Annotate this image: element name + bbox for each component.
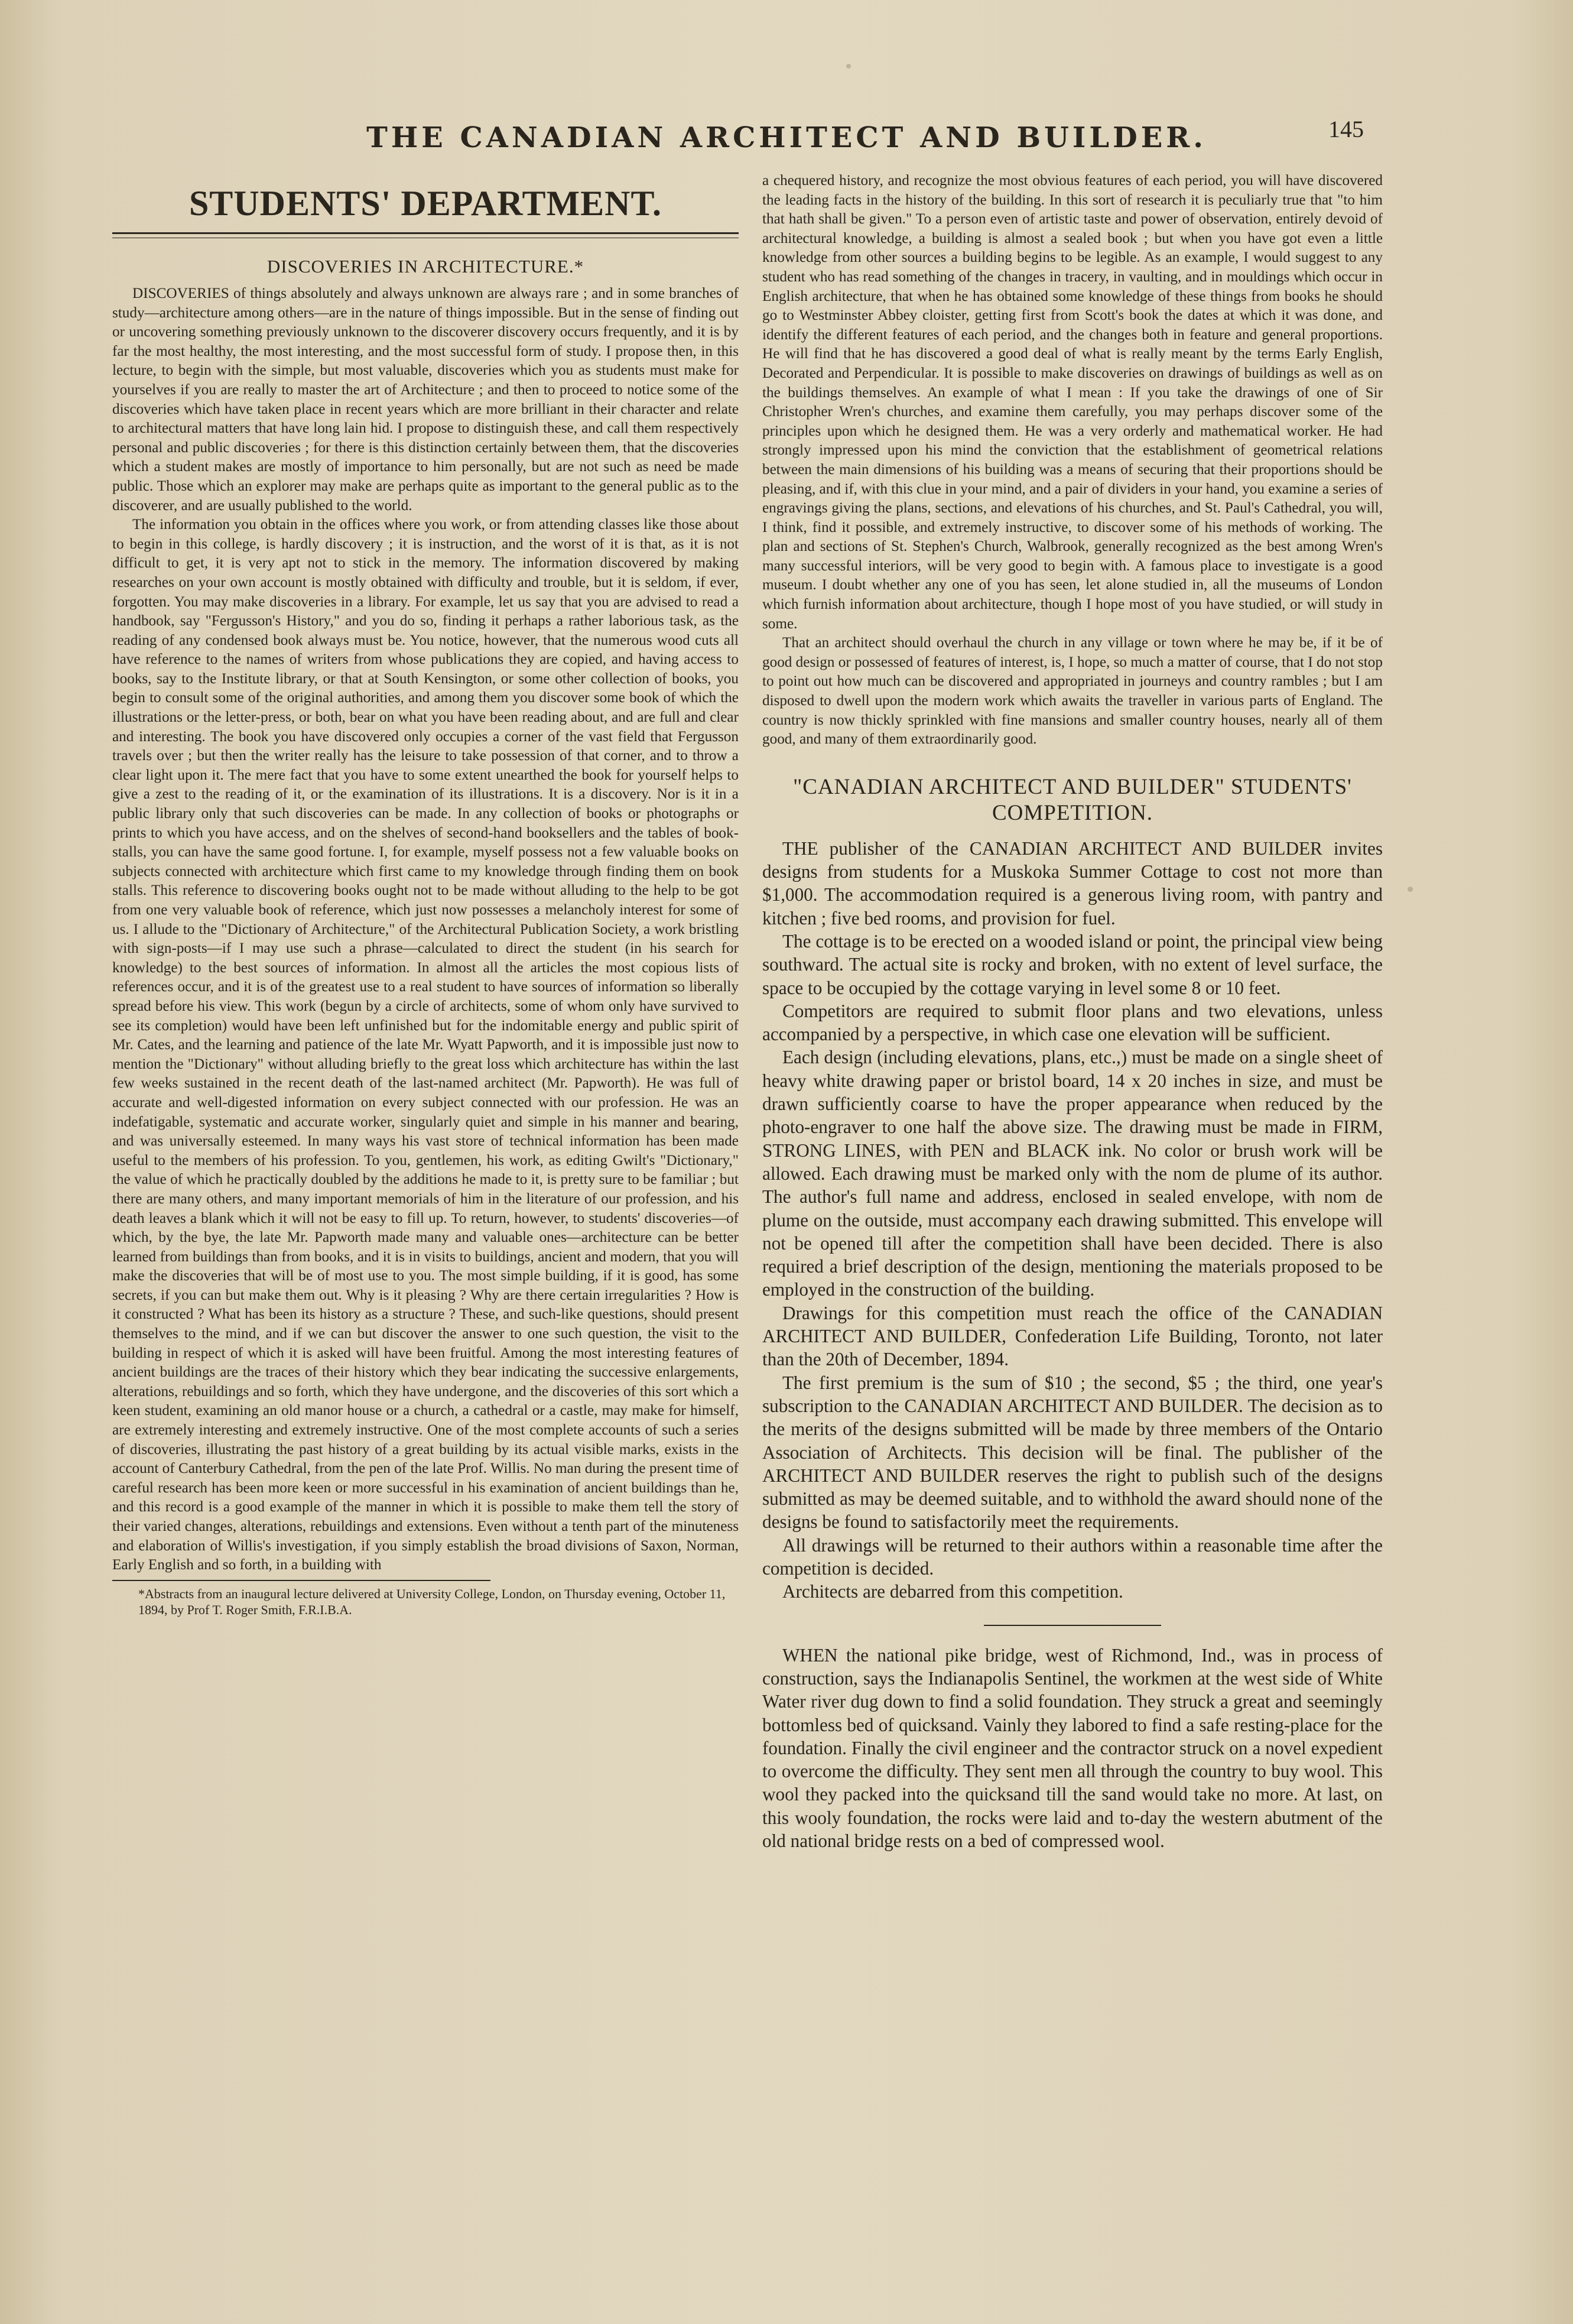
competition-paragraph: The cottage is to be erected on a wooded island or point, the principal view being southward. The actual site is rocky and broken, with no extent of level surface, the space to be occupied by the cottage varying in level some 8 or 10 feet. (762, 931, 1383, 998)
article-body (112, 284, 739, 1575)
article-paragraph: That an architect should overhaul the church in any village or town where he may be, if it be of good design or possessed of features of interest, is, I hope, so much a matter of course, that I do not stop to point out how much can be discovered and appropriated in journeys and country rambles ; but I am disposed to dwell upon the modern work which awaits the traveller in various parts of England. The country is now thickly sprinkled with fine mansions and smaller country houses, nearly all of them good, and many of them extraordinarily good. (762, 635, 1383, 748)
competition-title: "CANADIAN ARCHITECT AND BUILDER" STUDENTS' COMPETITION. (793, 774, 1352, 825)
article-paragraph: The information you obtain in the offices where you work, or from attending classes like those about to begin in this college, is hardly discovery ; it is instruction, and the worst of it is that, as it is not difficult to get, it is very apt not to stick in the memory. The information discovered by making researches on your own account is mostly obtained with difficulty and trouble, but it is seldom, if ever, forgotten. You may make discoveries in a library. For example, let us say that you are advised to read a handbook, say "Fergusson's History," and you do so, finding it perhaps a rather laborious task, as the reading of any condensed book always must be. You notice, however, that the numerous wood cuts all have reference to the names of writers from whose publications they are copied, and having access to books, say to the Institute library, or that at South Kensington, or some other collection of books, you begin to consult some of the original authorities, and among them you discover some book of which the illustrations or the letter-press, or both, bear on what you have been reading about, and are full and clear and interesting. The book you have discovered only occupies a corner of the vast field that Fergusson travels over ; but then the writer really has the leisure to take possession of that corner, and to throw a clear light upon it. The mere fact that you have to some extent unearthed the book for yourself helps to give a zest to the reading of it, or the examination of its illustrations. It is a discovery. Nor is it in a public library only that such discoveries can be made. In any collection of books or photographs or prints to which you have access, and on the shelves of second-hand booksellers and the tables of book-stalls, you can have the same good fortune. I, for example, myself possess not a few valuable books on subjects connected with architecture which first came to my knowledge through finding them on book stalls. This reference to discovering books ought not to be made without alluding to the help to be got from one very valuable book of reference, which just now possesses a melancholy interest for some of us. I allude to the "Dictionary of Architecture," of the Architectural Publication Society, a work bristling with sign-posts—if I may use such a phrase—calculated to direct the student (in his search for knowledge) to the best sources of information. In almost all the articles the most copious lists of references occur, and it is of the greatest use to a real student to have sources of information so liberally spread before his view. This work (begun by a circle of architects, some of whom only have survived to see its completion) would have been left unfinished but for the indomitable energy and public spirit of Mr. Cates, and the learning and patience of the late Mr. Wyatt Papworth, and it is impossible just now to mention the "Dictionary" without alluding briefly to the great loss which architecture has within the last few weeks sustained in the recent death of the last-named architect (Mr. Papworth). He was full of accurate and well-digested information on every subject connected with our profession. He was an indefatigable, systematic and accurate worker, singularly quiet and simple in his manner and bearing, and was universally esteemed. In many ways his vast store of technical information has been made useful to the members of his profession. To you, gentlemen, his work, as editing Gwilt's "Dictionary," the value of which he practically doubled by the additions he made to it, is pretty sure to be familiar ; but there are many others, and many important memorials of him in the literature of our profession, and his death leaves a blank which it will not be easy to fill up. To return, however, to students' discoveries—of which, by the bye, the late Mr. Papworth made many and valuable ones—architecture can be better learned from buildings than from books, and it is in visits to buildings, ancient and modern, that you will make the discoveries that will be of most use to you. The most simple building, if it is good, has some secrets, if you can but make them out. Why is it pleasing ? Why are there certain irregularities ? How is it constructed ? What has been its history as a structure ? These, and such-like questions, should present themselves to the mind, and if we can but discover the answer to one such question, the visit to the building in respect of which it is asked will have been fruitful. Among the most interesting features of ancient buildings are the traces of their history which they bear indicating the successive enlargements, alterations, rebuildings and so forth, which they have undergone, and the discoveries of this sort which a keen student, examining an old manor house or a church, a cathedral or a castle, may make for himself, are extremely interesting and extremely instructive. One of the most complete accounts of such a series of discoveries, illustrating the past history of a great building by its actual visible marks, exists in the account of Canterbury Cathedral, from the pen of the late Prof. Willis. No man during the present time of careful research has been more keen or more successful in his examination of ancient buildings than he, and this record is a good example of the manner in which it is possible to make them tell the story of their varied changes, alterations, rebuildings and extensions. Even without a tenth part of the minuteness and elaboration of Willis's investigation, if you simply establish the broad divisions of Saxon, Norman, Early English and so forth, in a building with (112, 517, 739, 1573)
article-paragraph: DISCOVERIES of things absolutely and always unknown are always rare ; and in some branches of study—architecture among others—are in the nature of things impossible. But in the sense of finding out or uncovering something previously unknown to the discoverer discovery occurs frequently, and it is by far the most healthy, the most interesting, and the most successful form of study. I propose then, in this lecture, to begin with the simple, but most valuable, discoveries which you as students must make for yourselves if you are really to master the art of Architecture ; and then to proceed to notice some of the discoveries which have taken place in recent years which are more brilliant in their character and relate to architectural matters that have long lain hid. I propose to distinguish these, and call them respectively personal and public discoveries ; for there is this distinction certainly between them, that the discoveries which a student makes are mostly of importance to him personally, but are not such as need be made public. Those which an explorer may make are perhaps quite as important to the general public as to the discoverer, and are usually published to the world. (112, 285, 739, 514)
article-paragraph: a chequered history, and recognize the most obvious features of each period, you will have discovered the leading facts in the history of the building. In this sort of research it is peculiarly true that "to him that hath shall be given." To a person even of artistic taste and power of observation, entirely devoid of architectural knowledge, a building is almost a sealed book ; but when you have got even a little knowledge from other sources a building begins to be legible. As an example, I would suggest to any student who has read something of the changes in tracery, in vaulting, and in mouldings which occur in English architecture, that when he has obtained some knowledge of these things from books he should go to Westminster Abbey cloister, getting first from Scott's book the dates at which it was done, and identify the different features of each period, and the changes both in feature and general proportions. He will find that he has discovered a good deal of what is really meant by the terms Early English, Decorated and Perpendicular. It is possible to make discoveries on drawings of buildings as well as on the buildings themselves. An example of what I mean : If you take the drawings of one of Sir Christopher Wren's churches, and examine them carefully, you may perhaps discover some of the principles upon which he designed them. He was a very orderly and mathematical worker. He had strongly impressed upon his mind the conviction that the establishment of geometrical relations between the main dimensions of his building was a means of securing that their proportions should be pleasing, and if, with this clue in your mind, and a pair of dividers in your hand, you examine a series of engravings giving the plans, sections, and elevations of his churches, and St. Paul's Cathedral, you will, I think, find it possible, and extremely instructive, to discover some of his methods of working. The plan and sections of St. Stephen's Church, Walbrook, generally recognized as the best among Wren's many successful interiors, will be very good to begin with. A famous place to investigate is a good museum. I doubt whether any one of you has seen, let alone studied in, all the museums of London which furnish information about architecture, though I hope most of you have studied, or will study in some. (762, 173, 1383, 632)
article-continuation (762, 171, 1383, 749)
news-paragraph: WHEN the national pike bridge, west of Richmond, Ind., was in process of construction, says the Indianapolis Sentinel, the workmen at the west side of White Water river dug down to find a solid foundation. They struck a great and seemingly bottomless bed of quicksand. Vainly they labored to find a safe resting-place for the foundation. Finally the civil engineer and the contractor struck on a novel expedient to overcome the difficulty. They sent men all through the country to buy wool. This wool they packed into the quicksand till the sand would take no more. At last, on this wooly foundation, the rocks were laid and to-day the western abutment of the old national bridge rests on a bed of compressed wool. (762, 1644, 1383, 1851)
competition-paragraph: Competitors are required to submit floor plans and two elevations, unless accompanied by a perspective, in which case one elevation will be sufficient. (762, 1000, 1383, 1045)
competition-paragraph: THE publisher of the CANADIAN ARCHITECT AND BUILDER invites designs from students for a Muskoka Summer Cottage to cost not more than $1,000. The accommodation required is a generous living room, with pantry and kitchen ; five bed rooms, and provision for fuel. (762, 838, 1383, 929)
ink-dot (1408, 887, 1413, 892)
competition-body (762, 837, 1383, 1604)
page-number: 145 (1328, 116, 1364, 142)
news-item (762, 1644, 1383, 1853)
competition-paragraph: The first premium is the sum of $10 ; the second, $5 ; the third, one year's subscription to the CANADIAN ARCHITECT AND BUILDER. The decision as to the merits of the designs submitted will be made by three members of the Ontario Association of Architects. This decision will be final. The publisher of the ARCHITECT AND BUILDER reserves the right to publish such of the designs submitted as may be deemed suitable, and to withhold the award should none of the designs be found to satisfactorily meet the requirements. (762, 1372, 1383, 1533)
footnote-rule (112, 1580, 490, 1581)
running-title: THE CANADIAN ARCHITECT AND BUILDER. (366, 121, 1207, 154)
competition-paragraph: Drawings for this competition must reach the office of the CANADIAN ARCHITECT AND BUILDER, Confederation Life Building, Toronto, not later than the 20th of December, 1894. (762, 1302, 1383, 1370)
article-title: DISCOVERIES IN ARCHITECTURE.* (266, 256, 584, 277)
competition-paragraph: Each design (including elevations, plans, etc.,) must be made on a single sheet of heavy white drawing paper or bristol board, 14 x 20 inches in size, and must be drawn sufficiently coarse to have the proper appearance when reduced by the photo-engraver to one half the above size. The drawing must be made in FIRM, STRONG LINES, with PEN and BLACK ink. No color or brush work will be allowed. Each drawing must be marked only with the nom de plume of its author. The author's full name and address, enclosed in sealed envelope, with nom de plume on the outside, must accompany each drawing submitted. This envelope will not be opened till after the competition shall have been decided. There is also required a brief description of the design, mentioning the materials proposed to be employed in the construction of the building. (762, 1047, 1383, 1300)
right-column (762, 171, 1383, 1852)
section-separator (984, 1625, 1161, 1626)
competition-paragraph: Architects are debarred from this competition. (782, 1581, 1123, 1602)
left-column (112, 177, 739, 1618)
department-title: STUDENTS' DEPARTMENT. (188, 184, 662, 223)
footnote: *Abstracts from an inaugural lecture delivered at University College, London, on Thursday evening, October 11, 1894, by Prof T. Roger Smith, F.R.I.B.A. (138, 1586, 726, 1617)
title-rule (112, 232, 739, 238)
competition-paragraph: All drawings will be returned to their authors within a reasonable time after the competition is decided. (762, 1534, 1383, 1579)
ink-dot (846, 64, 851, 69)
